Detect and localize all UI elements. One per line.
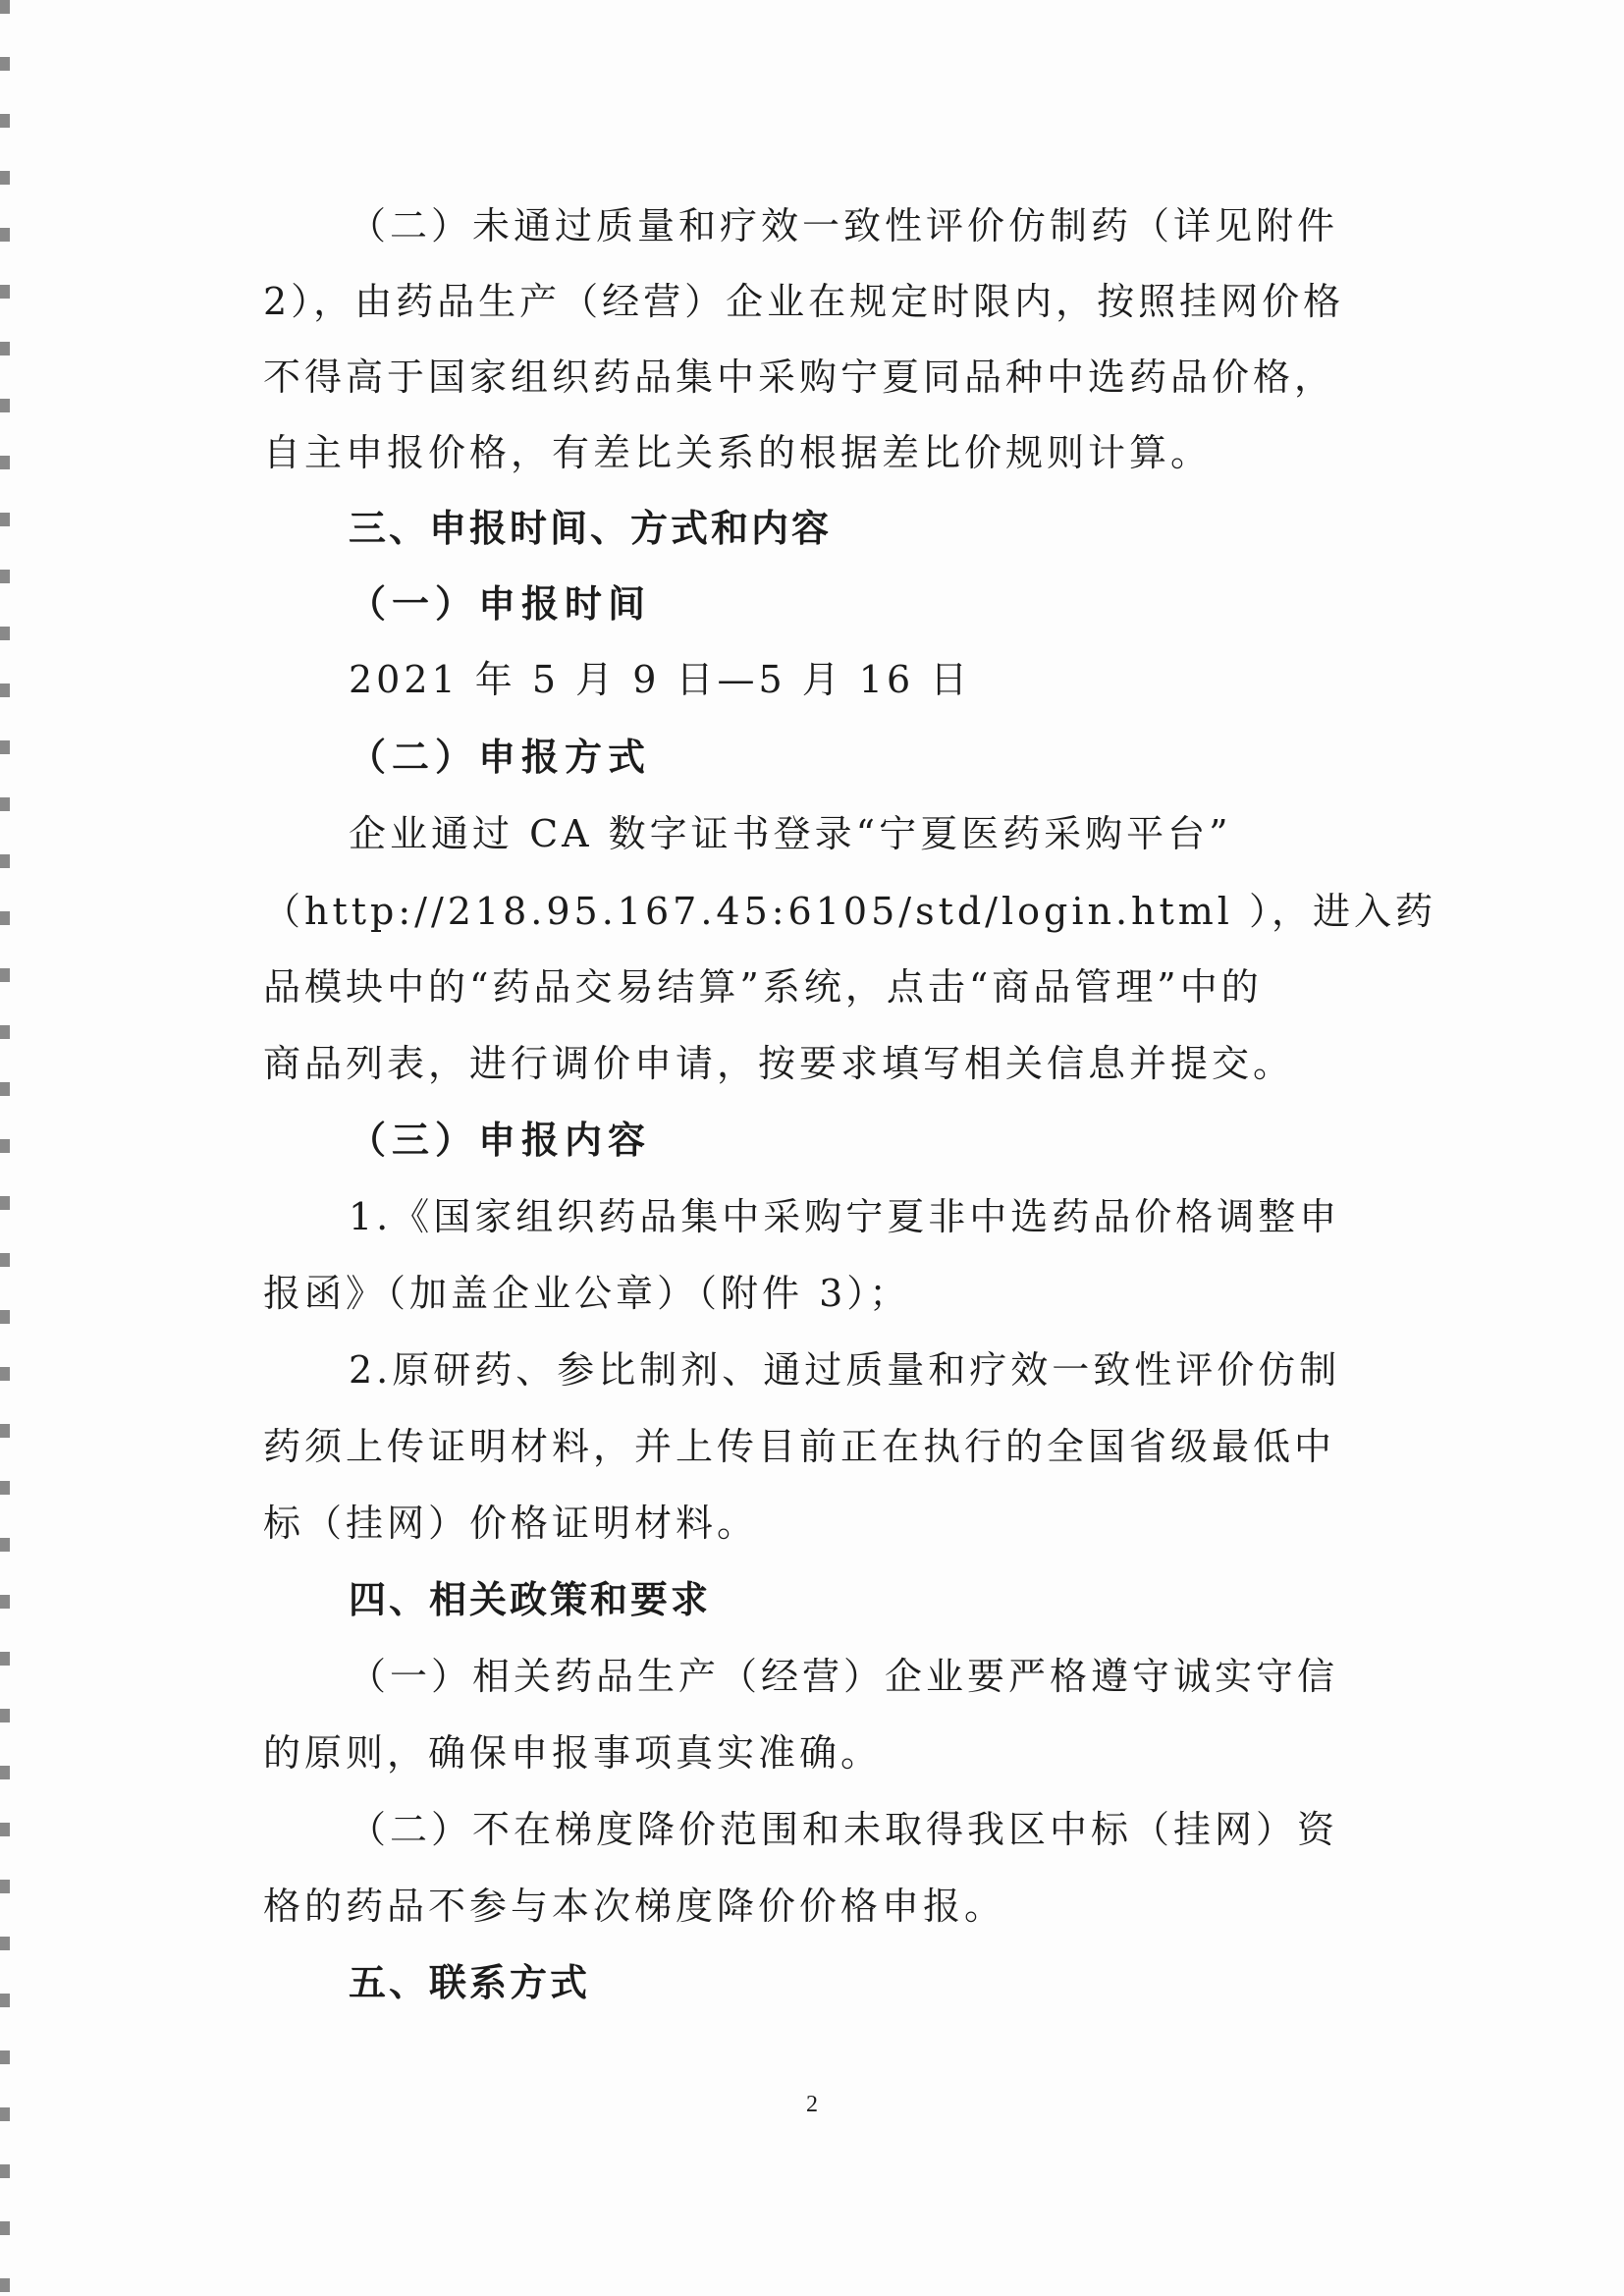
subsection-heading: （一）申报时间 <box>349 581 652 626</box>
paragraph-line: 的原则，确保申报事项真实准确。 <box>263 1731 883 1775</box>
scan-binding-edge <box>0 0 10 2296</box>
paragraph-line: 企业通过 CA 数字证书登录“宁夏医药采购平台” <box>349 812 1232 855</box>
section-heading: 三、申报时间、方式和内容 <box>349 507 833 550</box>
paragraph-line: 2021 年 5 月 9 日—5 月 16 日 <box>349 658 972 701</box>
paragraph-line: 2），由药品生产（经营）企业在规定时限内，按照挂网价格 <box>263 280 1345 323</box>
section-heading: 五、联系方式 <box>349 1961 591 2004</box>
paragraph-line: 报函》（加盖企业公章）（附件 3）； <box>263 1272 911 1315</box>
paragraph-line: 品模块中的“药品交易结算”系统，点击“商品管理”中的 <box>263 965 1263 1009</box>
paragraph-line: 1.《国家组织药品集中采购宁夏非中选药品价格调整申 <box>349 1195 1341 1238</box>
section-heading: 四、相关政策和要求 <box>349 1578 712 1621</box>
paragraph-line: 标（挂网）价格证明材料。 <box>263 1502 759 1545</box>
paragraph-line: 自主申报价格，有差比关系的根据差比价规则计算。 <box>263 431 1213 474</box>
url-line: （http://218.95.167.45:6105/std/login.html ），进入药 <box>263 890 1437 933</box>
paragraph-line: 药须上传证明材料，并上传目前正在执行的全国省级最低中 <box>263 1425 1336 1468</box>
paragraph-line: （一）相关药品生产（经营）企业要严格遵守诚实守信 <box>349 1655 1339 1698</box>
subsection-heading: （二）申报方式 <box>349 735 652 779</box>
paragraph-line: 2.原研药、参比制剂、通过质量和疗效一致性评价仿制 <box>349 1348 1341 1392</box>
paragraph-line: （二）未通过质量和疗效一致性评价仿制药（详见附件 <box>349 204 1339 247</box>
subsection-heading: （三）申报内容 <box>349 1118 652 1162</box>
paragraph-line: （二）不在梯度降价范围和未取得我区中标（挂网）资 <box>349 1808 1339 1851</box>
paragraph-line: 不得高于国家组织药品集中采购宁夏同品种中选药品价格， <box>263 355 1336 399</box>
paragraph-line: 商品列表，进行调价申请，按要求填写相关信息并提交。 <box>263 1042 1295 1085</box>
page-number: 2 <box>806 2092 818 2117</box>
paragraph-line: 格的药品不参与本次梯度降价价格申报。 <box>263 1885 1006 1928</box>
